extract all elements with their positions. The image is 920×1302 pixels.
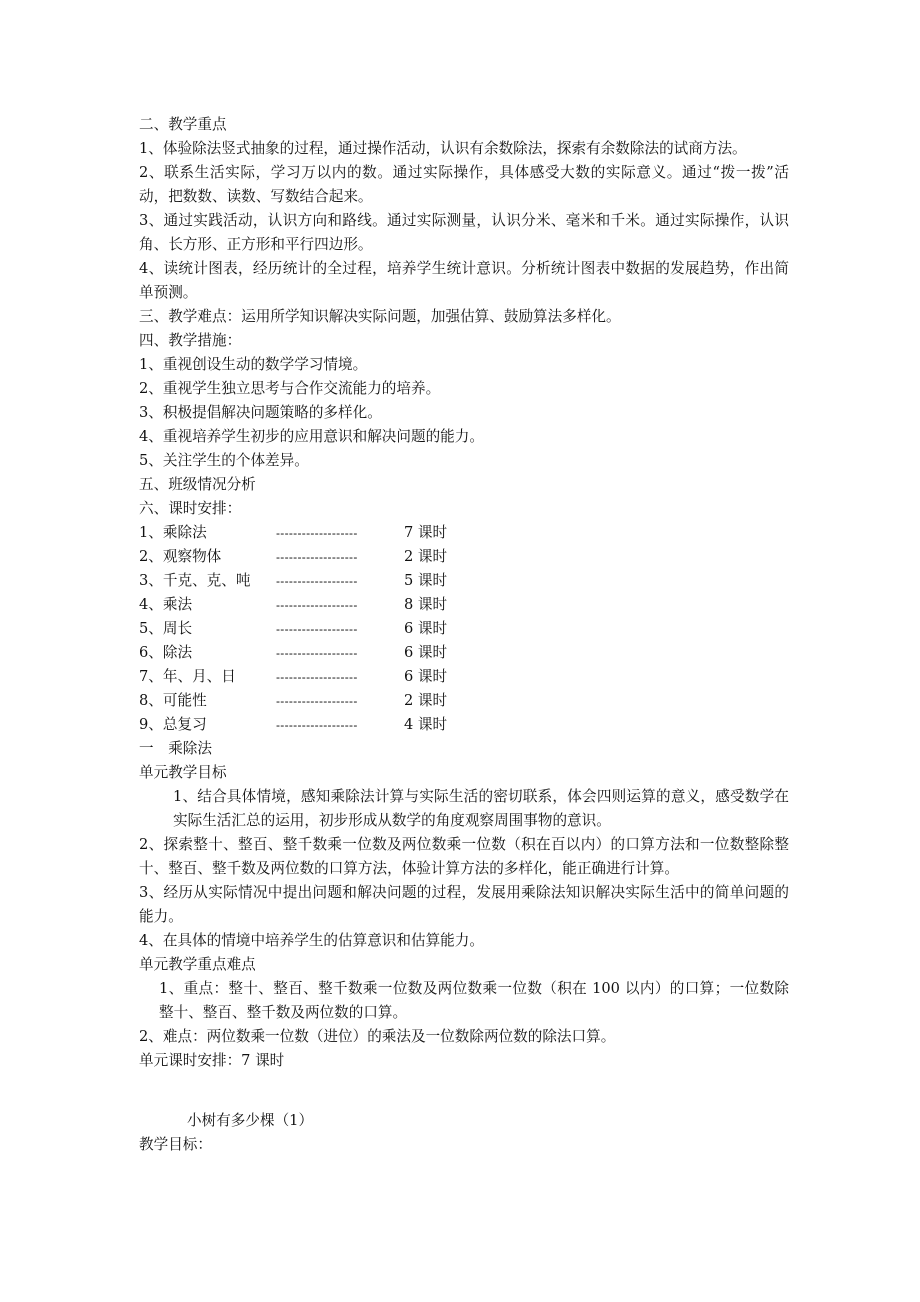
schedule-leader: ------------------- — [276, 670, 358, 684]
schedule-heading: 六、课时安排： — [139, 500, 242, 517]
unit-hours: 单元课时安排：7 课时 — [139, 1052, 285, 1069]
unit-title: 一 乘除法 — [139, 740, 212, 757]
schedule-name: 5、周长 — [139, 620, 193, 637]
schedule-hours: 7 课时 — [404, 524, 448, 541]
schedule-row — [139, 521, 789, 545]
schedule-leader: ------------------- — [276, 622, 358, 636]
schedule-leader: ------------------- — [276, 646, 358, 660]
schedule-hours: 2 课时 — [404, 548, 448, 565]
measure-item-5: 5、关注学生的个体差异。 — [139, 452, 309, 469]
schedule-leader: ------------------- — [276, 718, 358, 732]
schedule-hours: 6 课时 — [404, 644, 448, 661]
measure-item-3: 3、积极提倡解决问题策略的多样化。 — [139, 404, 382, 421]
difficulty-heading: 三、教学难点：运用所学知识解决实际问题，加强估算、鼓励算法多样化。 — [139, 308, 621, 325]
schedule-name: 2、观察物体 — [139, 548, 222, 565]
measure-item-1: 1、重视创设生动的数学学习情境。 — [139, 356, 368, 373]
focus-item-3: 3、通过实践活动，认识方向和路线。通过实际测量，认识分米、毫米和千米。通过实际操作，认识角、长方形、正方形和平行四边形。 — [139, 212, 789, 253]
schedule-leader: ------------------- — [276, 694, 358, 708]
blank-gap — [139, 1073, 789, 1109]
schedule-hours: 4 课时 — [404, 716, 448, 733]
schedule-row — [139, 569, 789, 593]
schedule-name: 6、除法 — [139, 644, 193, 661]
key-point-2: 2、难点：两位数乘一位数（进位）的乘法及一位数除两位数的除法口算。 — [139, 1028, 616, 1045]
schedule-name: 1、乘除法 — [139, 524, 207, 541]
lesson-title: 小树有多少棵（1） — [187, 1112, 314, 1129]
measures-heading: 四、教学措施： — [139, 332, 242, 349]
schedule-hours: 8 课时 — [404, 596, 448, 613]
focus-item-2: 2、联系生活实际，学习万以内的数。通过实际操作，具体感受大数的实际意义。通过“拨一拨”活动，把数数、读数、写数结合起来。 — [139, 164, 789, 205]
schedule-leader: ------------------- — [276, 598, 358, 612]
schedule-leader: ------------------- — [276, 574, 358, 588]
schedule-row — [139, 545, 789, 569]
unit-goal-3: 3、经历从实际情况中提出问题和解决问题的过程，发展用乘除法知识解决实际生活中的简单问题的能力。 — [139, 884, 789, 925]
lesson-goals-heading: 教学目标： — [139, 1136, 212, 1153]
schedule-row — [139, 713, 789, 737]
schedule-row — [139, 641, 789, 665]
schedule-hours: 6 课时 — [404, 620, 448, 637]
schedule-name: 3、千克、克、吨 — [139, 572, 251, 589]
schedule-name: 8、可能性 — [139, 692, 207, 709]
schedule-hours: 5 课时 — [404, 572, 448, 589]
focus-item-1: 1、体验除法竖式抽象的过程，通过操作活动，认识有余数除法，探索有余数除法的试商方法。 — [139, 140, 747, 157]
measure-item-4: 4、重视培养学生初步的应用意识和解决问题的能力。 — [139, 428, 484, 445]
schedule-hours: 6 课时 — [404, 668, 448, 685]
focus-heading: 二、教学重点 — [139, 116, 227, 133]
unit-goal-1: 1、结合具体情境，感知乘除法计算与实际生活的密切联系，体会四则运算的意义，感受数学在实际生活汇总的运用，初步形成从数学的角度观察周围事物的意识。 — [173, 788, 789, 829]
schedule-name: 4、乘法 — [139, 596, 193, 613]
schedule-leader: ------------------- — [276, 550, 358, 564]
focus-item-4: 4、读统计图表，经历统计的全过程，培养学生统计意识。分析统计图表中数据的发展趋势，作出简单预测。 — [139, 260, 789, 301]
schedule-row — [139, 689, 789, 713]
schedule-hours: 2 课时 — [404, 692, 448, 709]
schedule-name: 9、总复习 — [139, 716, 207, 733]
class-analysis-heading: 五、班级情况分析 — [139, 476, 256, 493]
unit-goal-2: 2、探索整十、整百、整千数乘一位数及两位数乘一位数（积在百以内）的口算方法和一位数整除整十、整百、整千数及两位数的口算方法，体验计算方法的多样化，能正确进行计算。 — [139, 836, 789, 877]
key-points-heading: 单元教学重点难点 — [139, 956, 256, 973]
schedule-row — [139, 617, 789, 641]
unit-goals-heading: 单元教学目标 — [139, 764, 227, 781]
unit-goal-4: 4、在具体的情境中培养学生的估算意识和估算能力。 — [139, 932, 484, 949]
schedule-name: 7、年、月、日 — [139, 668, 236, 685]
document-body — [139, 113, 789, 1157]
schedule-row — [139, 665, 789, 689]
schedule-row — [139, 593, 789, 617]
key-point-1: 1、重点：整十、整百、整千数乘一位数及两位数乘一位数（积在 100 以内）的口算；一位数除整十、整百、整千数及两位数的口算。 — [159, 980, 789, 1021]
measure-item-2: 2、重视学生独立思考与合作交流能力的培养。 — [139, 380, 441, 397]
schedule-leader: ------------------- — [276, 526, 358, 540]
